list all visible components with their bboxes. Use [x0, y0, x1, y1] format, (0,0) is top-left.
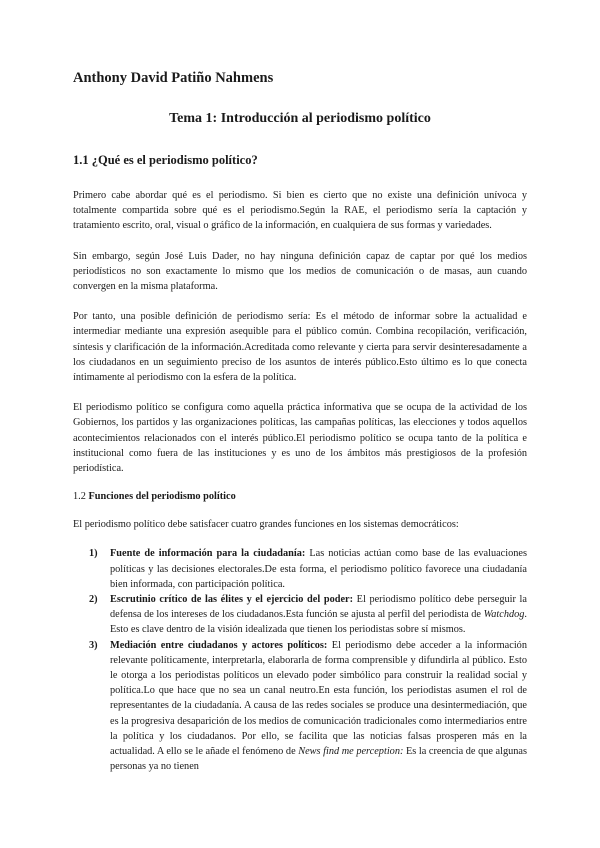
list-item-number: 1) — [89, 548, 98, 560]
section-2-intro: El periodismo político debe satisfacer cuatro grandes funciones en los sistemas democráticos: — [73, 519, 459, 531]
list-item-text: Las noticias actúan como base de las evaluaciones políticas y las decisiones electorales.De esta forma, el periodismo político favorece una ciudadanía bien informada, con participación política. — [110, 548, 527, 590]
list-item-text: El periodismo político debe perseguir la defensa de los intereses de los ciudadanos.Esta función se ajusta al perfil del periodista de — [110, 594, 527, 621]
list-item-lead: Escrutinio crítico de las élites y el ejercicio del poder: — [110, 594, 354, 606]
list-item-text: . Esto es clave dentro de la visión idealizada que tienen los periodistas sobre sí mismos. — [110, 609, 527, 636]
list-item — [73, 546, 527, 592]
list-item-number: 3) — [89, 639, 98, 651]
functions-list — [73, 546, 527, 774]
list-item-text: Es la creencia de que algunas personas ya no tienen — [110, 746, 527, 773]
section-2-number: 1.2 — [73, 491, 86, 503]
section-1-paragraph: El periodismo político se configura como aquella práctica informativa que se ocupa de la actividad de los Gobiernos, los partidos y las organizaciones políticas, las campañas políticas, las elecciones y todos aquellos acontecimientos relacionados con el interés público.El periodismo político se ocupa tanto de la política e institucional como fuera de las instituciones y es uno de los ámbitos más prestigiosos de la profesión periodística. — [73, 402, 527, 475]
section-1-paragraph: Sin embargo, según José Luis Dader, no hay ninguna definición capaz de captar por qué los medios periodísticos no son exactamente lo mismo que los medios de comunicación o de masas, aun cuando convergen en la misma plataforma. — [73, 250, 527, 293]
section-1-heading: 1.1 ¿Qué es el periodismo político? — [73, 153, 258, 167]
list-item-italic: Watchdog — [483, 609, 525, 621]
list-item — [73, 592, 527, 638]
list-item-italic: News find me perception: — [298, 746, 404, 758]
list-item — [73, 638, 527, 775]
section-1-paragraph: Por tanto, una posible definición de periodismo sería: Es el método de informar sobre la actualidad e intermediar mediante una expresión asequible para el público común. Combina recopilación, verificación, síntesis y clarificación de la información.Acreditada como relevante y cierta para servir desinteresadamente a los ciudadanos en un seguimiento preciso de los asuntos de interés público.Esto último es lo que conecta íntimamente al periodismo con la esfera de la política. — [73, 311, 527, 384]
list-item-number: 2) — [89, 594, 98, 606]
section-1-paragraph: Primero cabe abordar qué es el periodismo. Si bien es cierto que no existe una definición unívoca y totalmente compartida sobre qué es el periodismo.Según la RAE, el periodismo sería la captación y tratamiento escrito, oral, visual o gráfico de la información, en cualquiera de sus formas y variedades. — [73, 190, 527, 232]
section-2-heading — [73, 491, 527, 502]
document-title: Tema 1: Introducción al periodismo político — [169, 111, 431, 126]
list-item-lead: Mediación entre ciudadanos y actores políticos: — [110, 639, 328, 651]
author-name: Anthony David Patiño Nahmens — [73, 70, 274, 86]
section-2-title: Funciones del periodismo político — [88, 491, 236, 503]
list-item-lead: Fuente de información para la ciudadanía: — [110, 548, 306, 560]
list-item-text: El periodismo debe acceder a la información relevante políticamente, interpretarla, elaborarla de forma comprensible y difundirla al público. Esto le otorga a los periodistas políticos un elevado poder simbólico para construir la realidad social y política.Lo que hace que no sea un canal neutro.En esta función, los periodistas asumen el rol de representantes de la ciudadanía. A causa de las redes sociales se produce una desintermediación, que es la progresiva desaparición de los medios de comunicación tradicionales como intermediarios entre la política y los ciudadanos. Por ello, se facilita que las noticias falsas prosperen más en la actualidad. A ello se le añade el fenómeno de — [110, 639, 527, 758]
